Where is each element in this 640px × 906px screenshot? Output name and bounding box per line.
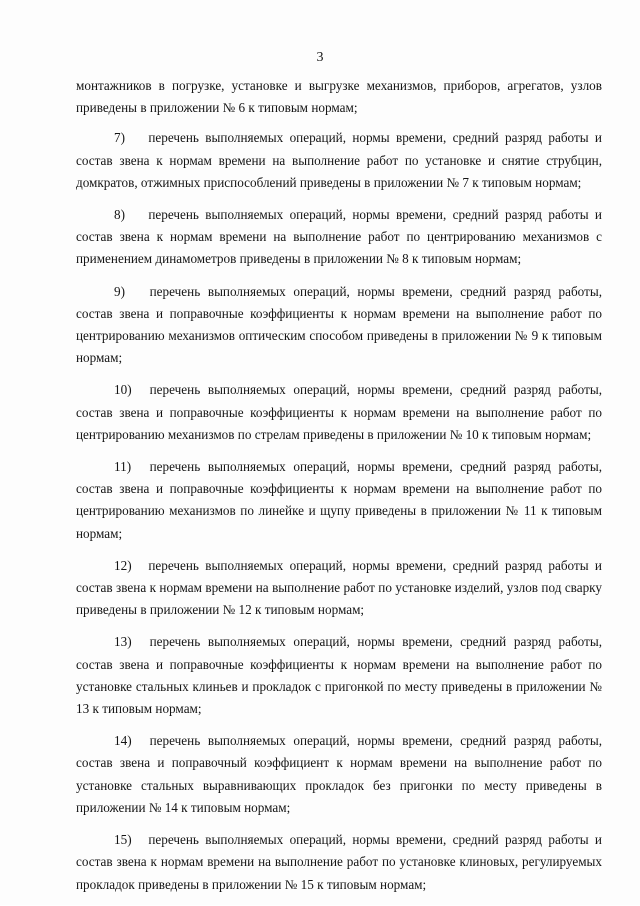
page-number: 3 [316,50,324,65]
list-item-14 [76,730,602,819]
list-item-number: 12) [114,557,132,573]
list-item-number: 9) [114,283,125,299]
list-item-11 [76,456,602,545]
list-item-text: перечень выполняемых операций, нормы времени, средний разряд работы, состав звена и поправочные коэффициенты к нормам времени на выполнение работ по центрированию механизмов оптическим способом приведены в приложении № 9 к типовым нормам; [76,283,602,366]
list-item-text: перечень выполняемых операций, нормы времени, средний разряд работы, состав звена и поправочные коэффициенты к нормам времени на выполнение работ по центрированию механизмов по стрелам приведены в приложении № 10 к типовым нормам; [76,382,602,442]
list-item-number: 14) [114,733,132,749]
list-item-7 [76,127,602,194]
list-item-text: перечень выполняемых операций, нормы времени, средний разряд работы, состав звена и поправочные коэффициенты к нормам времени на выполнение работ по центрированию механизмов по линейке и щупу приведены в приложении № 11 к типовым нормам; [76,459,602,541]
list-item-text: перечень выполняемых операций, нормы времени, средний разряд работы, состав звена и поправочный коэффициент к нормам времени на выполнение работ по установке стальных выравнивающих прокладок без пригонки по месту приведены в приложении № 14 к типовым нормам; [76,733,602,815]
list-item-10 [76,379,602,446]
list-item-12 [76,555,602,622]
list-item-text: перечень выполняемых операций, нормы времени, средний разряд работы и состав звена к нормам времени на выполнение работ по установке изделий, узлов под сварку приведены в приложении № 12 к типовым нормам; [76,557,602,618]
list-item-number: 11) [114,459,132,475]
list-item-number: 10) [114,382,132,398]
list-item-number: 15) [114,832,132,848]
list-item-text: перечень выполняемых операций, нормы времени, средний разряд работы и состав звена к нормам времени на выполнение работ по установке и снятие струбцин, домкратов, отжимных приспособлений приведены в приложении № 7 к типовым нормам; [76,130,602,190]
paragraph-text: монтажников в погрузке, установке и выгрузке механизмов, приборов, агрегатов, узлов приведены в приложении № 6 к типовым нормам; [76,78,602,116]
list-item-text: перечень выполняемых операций, нормы времени, средний разряд работы и состав звена к нормам времени на выполнение работ по центрированию механизмов с применением динамометров приведены в приложении № 8 к типовым нормам; [76,207,602,267]
list-item-text: перечень выполняемых операций, нормы времени, средний разряд работы и состав звена к нормам времени на выполнение работ по установке клиновых, регулируемых прокладок приведены в приложении № 15 к типовым нормам; [76,832,602,892]
list-item-9 [76,281,602,370]
document-body [76,75,602,906]
list-item-15 [76,829,602,896]
list-item-number: 13) [114,634,132,650]
list-item-13 [76,631,602,720]
paragraph-continuation [76,75,602,119]
list-item-number: 7) [114,130,125,146]
list-item-number: 8) [114,207,125,223]
list-item-8 [76,204,602,271]
list-item-text: перечень выполняемых операций, нормы времени, средний разряд работы, состав звена и поправочные коэффициенты к нормам времени на выполнение работ по установке стальных клиньев и прокладок с пригонкой по месту приведены в приложении № 13 к типовым нормам; [76,634,602,717]
